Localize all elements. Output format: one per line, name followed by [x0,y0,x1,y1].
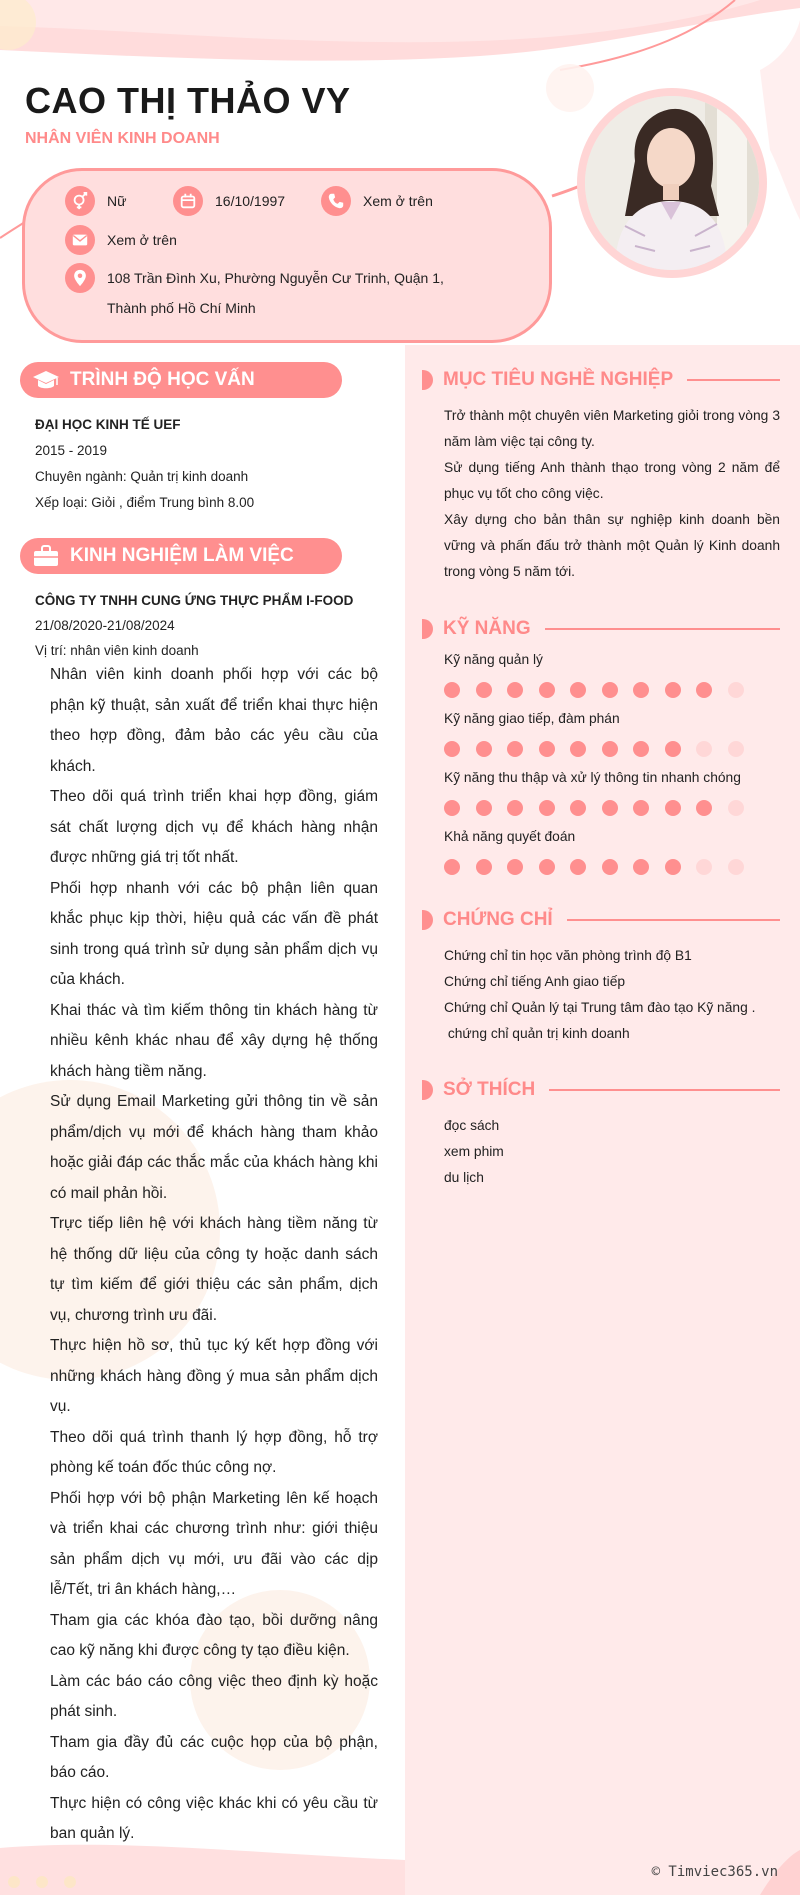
experience-position: Vị trí: nhân viên kinh doanh [35,643,199,658]
phone-value[interactable]: Xem ở trên [363,193,433,209]
education-grade: Xếp loại: Giỏi , điểm Trung bình 8.00 [35,495,255,510]
skill-dot-filled [665,682,681,698]
duty-item: Thực hiện hồ sơ, thủ tục ký kết hợp đồng với những khách hàng đồng ý mua sản phẩm dịch vụ. [50,1337,378,1415]
skills-title: KỸ NĂNG [443,618,531,639]
skill-dot-filled [696,800,712,816]
skill-rating [444,800,780,816]
skill-rating [444,741,780,757]
email-icon [65,225,95,255]
section-marker [422,1080,433,1100]
skill-name: Kỹ năng thu thập và xử lý thông tin nhanh chóng [444,770,741,785]
skill-dot-empty [696,741,712,757]
phone-icon [321,186,351,216]
birthday-value: 16/10/1997 [215,193,286,209]
skill-dot-filled [570,859,586,875]
skill-dot-filled [539,682,555,698]
skill-name: Kỹ năng quản lý [444,652,543,667]
duty-item: Sử dụng Email Marketing gửi thông tin về sản phẩm/dịch vụ mới để khách hàng tham khảo hoặc giải đáp các thắc mắc của khách hàng khi có mail phản hồi. [50,1093,378,1202]
experience-title: KINH NGHIỆM LÀM VIỆC [70,545,294,566]
skill-dot-empty [728,859,744,875]
address-value: 108 Trần Đình Xu, Phường Nguyễn Cư Trinh, Quận 1, Thành phố Hồ Chí Minh [107,270,444,316]
skill-rating [444,859,780,875]
certificate-item: chứng chỉ quản trị kinh doanh [444,1026,630,1041]
phone-item [321,186,433,216]
experience-duties [50,660,378,1850]
hobby-item: xem phim [444,1144,504,1159]
skill-dot-filled [444,800,460,816]
skill-rating [444,682,780,698]
skill-dot-filled [476,859,492,875]
section-divider [567,919,780,921]
experience-header [35,588,395,663]
duty-item: Theo dõi quá trình triển khai hợp đồng, giám sát chất lượng dịch vụ để khách hàng nhận được những giá trị tốt nhất. [50,788,378,866]
certificate-item: Chứng chỉ Quản lý tại Trung tâm đào tạo Kỹ năng . [444,1000,756,1015]
avatar-frame [577,88,767,278]
duty-item: Làm các báo cáo công việc theo định kỳ hoặc phát sinh. [50,1672,378,1720]
skill-dot-filled [444,741,460,757]
graduation-cap-icon [28,362,64,398]
gender-icon [65,186,95,216]
duty-item: Khai thác và tìm kiếm thông tin khách hàng từ nhiều kênh khác nhau để xây dựng hệ thống khách hàng tiềm năng. [50,1001,378,1080]
skill-dot-filled [539,800,555,816]
gender-value: Nữ [107,193,127,209]
objective-title: MỤC TIÊU NGHỀ NGHIỆP [443,369,674,390]
certificates-title: CHỨNG CHỈ [443,909,553,930]
skill-row [444,827,780,875]
skill-dot-filled [665,741,681,757]
skill-row [444,650,780,698]
skill-dot-filled [602,859,618,875]
experience-section-header [20,538,342,574]
company-name: CÔNG TY TNHH CUNG ỨNG THỰC PHẨM I-FOOD [35,593,354,608]
skill-name: Khả năng quyết đoán [444,829,576,844]
skill-dot-filled [444,682,460,698]
duty-item: Phối hợp với bộ phận Marketing lên kế hoạch và triển khai các chương trình như: giới thiệu sản phẩm dịch vụ mới, ưu đãi vào các dịp lễ/Tết, tri ân khách hàng,… [50,1489,378,1598]
section-divider [545,628,780,630]
certificates-section-header [422,905,780,935]
objective-content [444,403,780,585]
email-value[interactable]: Xem ở trên [107,232,177,248]
skill-dot-filled [570,741,586,757]
hobbies-content [444,1113,780,1191]
skill-dot-empty [728,682,744,698]
skill-row [444,709,780,757]
skill-dot-filled [444,859,460,875]
duty-item: Nhân viên kinh doanh phối hợp với các bộ phận kỹ thuật, sản xuất để triển khai thực hiện theo hợp đồng, đảm bảo các yêu cầu của khách. [50,666,378,775]
duty-item: Phối hợp nhanh với các bộ phận liên quan khắc phục kịp thời, hiệu quả các vấn đề phát sinh trong quá trình sử dụng sản phẩm dịch vụ của khách. [50,879,378,988]
skill-name: Kỹ năng giao tiếp, đàm phán [444,711,620,726]
skill-dot-filled [633,859,649,875]
skill-dot-filled [476,800,492,816]
skill-dot-filled [476,682,492,698]
skill-row [444,768,780,816]
skill-dot-filled [696,682,712,698]
education-period: 2015 - 2019 [35,443,108,458]
skill-dot-filled [507,682,523,698]
location-pin-icon [65,263,95,293]
objective-item: Trở thành một chuyên viên Marketing giỏi trong vòng 3 năm làm việc tại công ty. [444,408,780,449]
education-content [35,412,395,516]
skill-dot-filled [633,682,649,698]
skill-dot-filled [665,859,681,875]
objective-item: Xây dựng cho bản thân sự nghiệp kinh doanh bền vững và phấn đấu trở thành một Quản lý Kinh doanh trong vòng 5 năm tới. [444,512,780,579]
school-name: ĐẠI HỌC KINH TẾ UEF [35,417,181,432]
hobby-item: du lịch [444,1170,484,1185]
objective-section-header [422,365,780,395]
birthday-item [173,186,285,216]
certificate-item: Chứng chỉ tin học văn phòng trình độ B1 [444,948,692,963]
skills-section-header [422,614,780,644]
briefcase-icon [28,538,64,574]
candidate-name: CAO THỊ THẢO VY [25,80,351,121]
section-marker [422,370,433,390]
contact-info-box [22,168,552,343]
skill-dot-filled [633,800,649,816]
site-watermark: © Timviec365.vn [651,1864,778,1880]
skill-dot-filled [539,859,555,875]
calendar-icon [173,186,203,216]
skill-dot-empty [728,800,744,816]
education-title: TRÌNH ĐỘ HỌC VẤN [70,369,255,390]
skill-dot-filled [602,741,618,757]
duty-item: Thực hiện có công việc khác khi có yêu cầu từ ban quản lý. [50,1794,378,1842]
portrait-photo [585,96,759,270]
skill-dot-filled [507,741,523,757]
skill-dot-filled [476,741,492,757]
section-divider [687,379,780,381]
education-major: Chuyên ngành: Quản trị kinh doanh [35,469,249,484]
skill-dot-filled [602,682,618,698]
education-section-header [20,362,342,398]
certificate-item: Chứng chỉ tiếng Anh giao tiếp [444,974,626,989]
duty-item: Trực tiếp liên hệ với khách hàng tiềm năng từ hệ thống dữ liệu của công ty hoặc danh sách tự tìm kiếm để giới thiệu các sản phẩm, dịch vụ, chương trình ưu đãi. [50,1215,378,1324]
duty-item: Theo dõi quá trình thanh lý hợp đồng, hỗ trợ phòng kế toán đốc thúc công nợ. [50,1428,378,1476]
skill-dot-filled [602,800,618,816]
avatar [585,96,759,270]
email-item [65,225,177,255]
certificates-content [444,943,780,1047]
skill-dot-filled [507,859,523,875]
skill-dot-filled [570,682,586,698]
objective-item: Sử dụng tiếng Anh thành thạo trong vòng 2 năm để phục vụ tốt cho công việc. [444,460,780,501]
skill-dot-filled [570,800,586,816]
section-marker [422,910,433,930]
section-divider [549,1089,780,1091]
hobby-item: đọc sách [444,1118,500,1133]
duty-item: Tham gia đầy đủ các cuộc họp của bộ phận, báo cáo. [50,1733,378,1781]
duty-item: Tham gia các khóa đào tạo, bồi dưỡng nâng cao kỹ năng khi được công ty tạo điều kiện. [50,1611,378,1659]
address-item [65,263,495,323]
experience-period: 21/08/2020-21/08/2024 [35,618,175,633]
job-title: NHÂN VIÊN KINH DOANH [25,130,220,147]
skill-dot-filled [633,741,649,757]
gender-item [65,186,126,216]
skill-dot-filled [539,741,555,757]
section-marker [422,619,433,639]
skill-dot-empty [728,741,744,757]
skill-dot-filled [507,800,523,816]
skill-dot-empty [696,859,712,875]
hobbies-title: SỞ THÍCH [443,1079,536,1100]
hobbies-section-header [422,1075,780,1105]
skill-dot-filled [665,800,681,816]
